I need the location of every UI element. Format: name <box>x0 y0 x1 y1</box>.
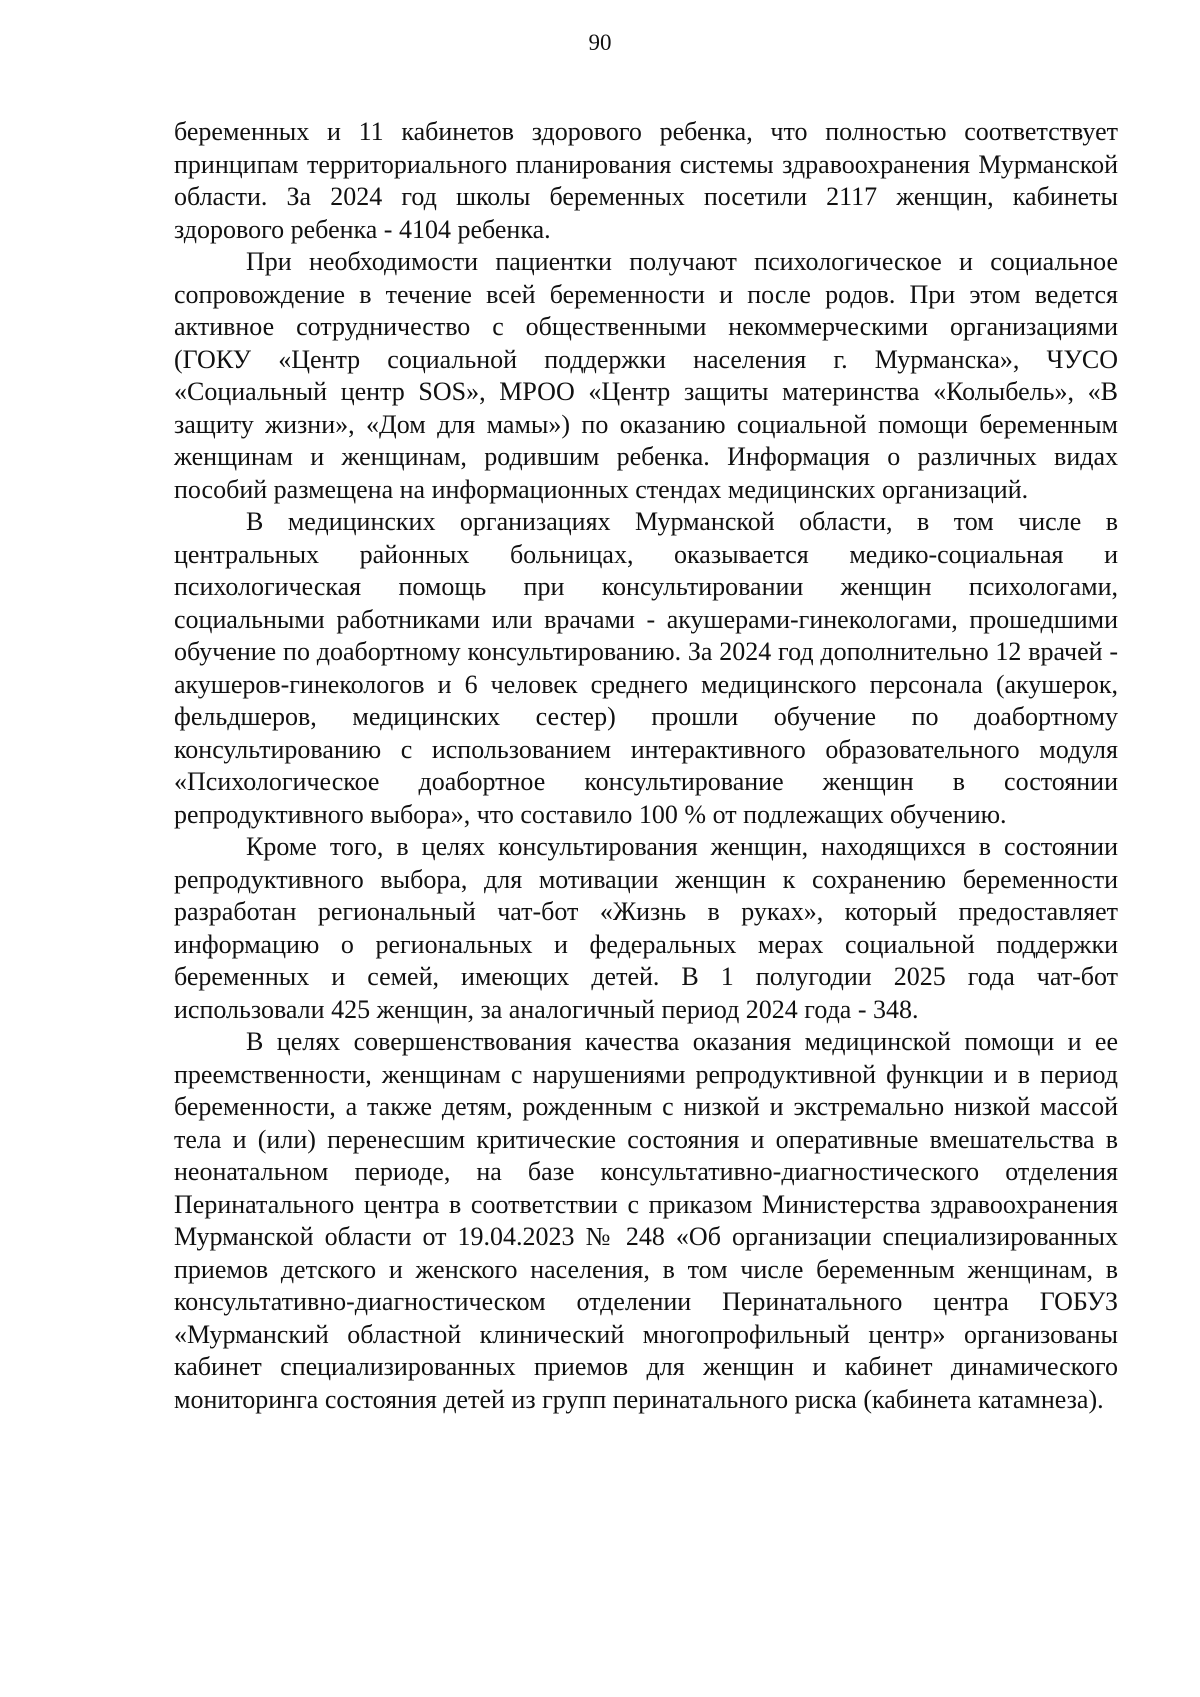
paragraph: При необходимости пациентки получают психологическое и социальное сопровождение в течение всей беременности и после родов. При этом ведется активное сотрудничество с общественными некоммерческими организациями (ГОКУ «Центр социальной поддержки населения г. Мурманска», ЧУСО «Социальный центр SOS», МРОО «Центр защиты материнства «Колыбель», «В защиту жизни», «Дом для мамы») по оказанию социальной помощи беременным женщинам и женщинам, родившим ребенка. Информация о различных видах пособий размещена на информационных стендах медицинских организаций. <box>174 247 1118 504</box>
paragraph: беременных и 11 кабинетов здорового ребенка, что полностью соответствует принципам территориального планирования системы здравоохранения Мурманской области. За 2024 год школы беременных посетили 2117 женщин, кабинеты здорового ребенка - 4104 ребенка. <box>174 117 1118 244</box>
paragraph: В медицинских организациях Мурманской области, в том числе в центральных районных больницах, оказывается медико-социальная и психологическая помощь при консультировании женщин психологами, социальными работниками или врачами - акушерами-гинекологами, прошедшими обучение по доабортному консультированию. За 2024 год дополнительно 12 врачей - акушеров-гинекологов и 6 человек среднего медицинского персонала (акушерок, фельдшеров, медицинских сестер) прошли обучение по доабортному консультированию с использованием интерактивного образовательного модуля «Психологическое доабортное консультирование женщин в состоянии репродуктивного выбора», что составило 100 % от подлежащих обучению. <box>174 507 1118 829</box>
document-body <box>174 116 1118 1416</box>
paragraph: В целях совершенствования качества оказания медицинской помощи и ее преемственности, женщинам с нарушениями репродуктивной функции и в период беременности, а также детям, рожденным с низкой и экстремально низкой массой тела и (или) перенесшим критические состояния и оперативные вмешательства в неонатальном периоде, на базе консультативно-диагностического отделения Перинатального центра в соответствии с приказом Министерства здравоохранения Мурманской области от 19.04.2023 № 248 «Об организации специализированных приемов детского и женского населения, в том числе беременным женщинам, в консультативно-диагностическом отделении Перинатального центра ГОБУЗ «Мурманский областной клинический многопрофильный центр» организованы кабинет специализированных приемов для женщин и кабинет динамического мониторинга состояния детей из групп перинатального риска (кабинета катамнеза). <box>174 1027 1118 1414</box>
page-number: 90 <box>588 30 612 55</box>
paragraph: Кроме того, в целях консультирования женщин, находящихся в состоянии репродуктивного выбора, для мотивации женщин к сохранению беременности разработан региональный чат-бот «Жизнь в руках», который предоставляет информацию о региональных и федеральных мерах социальной поддержки беременных и семей, имеющих детей. В 1 полугодии 2025 года чат-бот использовали 425 женщин, за аналогичный период 2024 года - 348. <box>174 832 1118 1024</box>
